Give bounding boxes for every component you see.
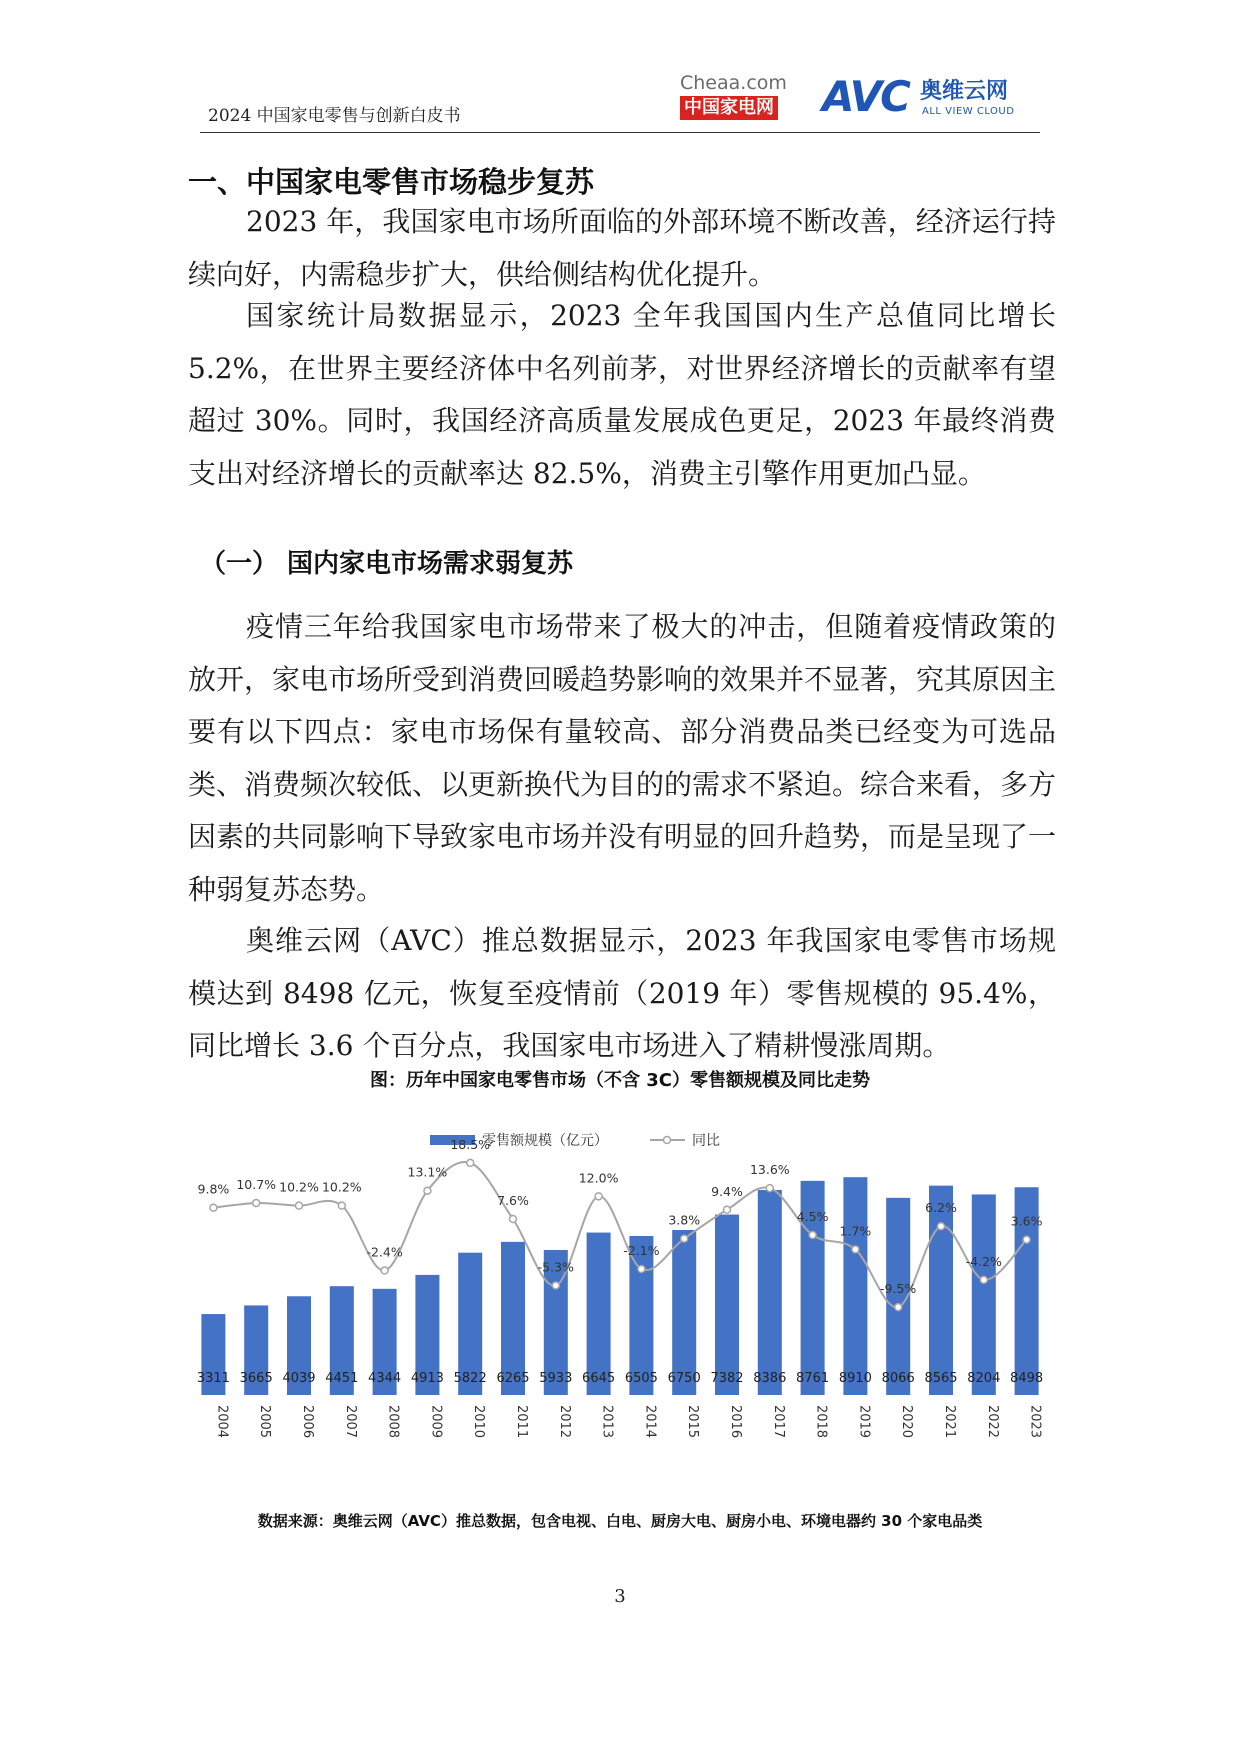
bar-value-label: 6505 (624, 1371, 658, 1386)
chart (180, 1110, 1060, 1490)
bar-value-label: 8761 (796, 1371, 830, 1386)
yoy-point (595, 1193, 602, 1200)
avc-logo-cn: 奥维云网 (920, 79, 1009, 104)
yoy-label: 10.2% (279, 1179, 319, 1195)
bar-value-label: 8910 (838, 1371, 872, 1386)
yoy-point (980, 1276, 987, 1283)
yoy-label: 4.5% (796, 1209, 829, 1224)
x-tick-label: 2008 (385, 1405, 401, 1439)
bar-value-label: 6645 (582, 1371, 616, 1386)
legend-bar-label: 零售额规模（亿元） (482, 1133, 608, 1149)
yoy-label: 3.6% (1010, 1213, 1043, 1229)
chart-source: 数据来源：奥维云网（AVC）推总数据，包含电视、白电、厨房大电、厨房小电、环境电器约 30 个家电品类 (257, 1512, 983, 1530)
bar-value-label: 8386 (753, 1371, 787, 1386)
yoy-point (424, 1187, 431, 1194)
yoy-label: 18.5% (450, 1136, 491, 1152)
x-tick-label: 2019 (856, 1405, 872, 1439)
yoy-label: -4.2% (965, 1253, 1002, 1269)
yoy-label: 10.7% (236, 1177, 277, 1193)
x-tick-label: 2011 (514, 1405, 529, 1439)
bar (972, 1194, 996, 1395)
yoy-label: 1.7% (839, 1223, 872, 1239)
bar (715, 1215, 739, 1395)
yoy-point (253, 1200, 260, 1207)
x-tick-label: 2006 (300, 1405, 315, 1439)
paragraph: 国家统计局数据显示，2023 全年我国国内生产总值同比增长 5.2%，在世界主要经济体中名列前茅，对世界经济增长的贡献率有望超过 30%。同时，我国经济高质量发展成色更足，2023 年最终消费支出对经济增长的贡献率达 82.5%，消费主引擎作用更加凸显。 (188, 299, 1056, 490)
yoy-label: 12.0% (578, 1170, 619, 1186)
x-tick-label: 2013 (599, 1405, 615, 1439)
yoy-label: -5.3% (537, 1259, 574, 1275)
yoy-point (681, 1235, 688, 1242)
yoy-label: 3.8% (668, 1212, 701, 1228)
bar (758, 1190, 782, 1395)
yoy-point (296, 1202, 303, 1209)
yoy-label: 6.2% (925, 1200, 957, 1216)
bar-value-label: 3311 (196, 1371, 230, 1386)
x-tick-label: 2015 (685, 1405, 701, 1439)
bar (929, 1186, 953, 1395)
yoy-point (724, 1206, 731, 1213)
bar-value-label: 4039 (282, 1371, 316, 1386)
avc-logo-en: ALL VIEW CLOUD (922, 106, 1015, 117)
yoy-label: 9.4% (711, 1183, 743, 1199)
yoy-label: 9.8% (197, 1181, 230, 1197)
bar-value-label: 6750 (667, 1371, 701, 1386)
bar-value-label: 8565 (924, 1371, 958, 1386)
paragraph: 2023 年，我国家电市场所面临的外部环境不断改善，经济运行持续向好，内需稳步扩大，供给侧结构优化提升。 (188, 205, 1056, 291)
legend-line-label: 同比 (692, 1133, 720, 1149)
yoy-point (766, 1185, 773, 1192)
bar (843, 1177, 867, 1395)
chart-svg (180, 1110, 1060, 1490)
yoy-label: 7.6% (497, 1193, 529, 1209)
x-tick-label: 2014 (642, 1405, 658, 1439)
bar-value-label: 3665 (239, 1371, 273, 1386)
bar-value-label: 8498 (1010, 1371, 1044, 1386)
avc-logo-mark: AVC (822, 72, 909, 121)
yoy-point (552, 1282, 559, 1289)
x-tick-label: 2023 (1027, 1405, 1043, 1439)
paragraph: 奥维云网（AVC）推总数据显示，2023 年我国家电零售市场规模达到 8498 亿元，恢复至疫情前（2019 年）零售规模的 95.4%，同比增长 3.6 个百分点，我国家电市场进入了精耕慢涨周期。 (188, 924, 1056, 1062)
x-tick-label: 2004 (214, 1405, 230, 1439)
paragraph: 疫情三年给我国家电市场带来了极大的冲击，但随着疫情政策的放开，家电市场所受到消费回暖趋势影响的效果并不显著，究其原因主要有以下四点：家电市场保有量较高、部分消费品类已经变为可选品类、消费频次较低、以更新换代为目的的需求不紧迫。综合来看，多方因素的共同影响下导致家电市场并没有明显的回升趋势，而是呈现了一种弱复苏态势。 (188, 610, 1057, 906)
yoy-point (210, 1204, 217, 1211)
page-number: 3 (614, 1586, 626, 1607)
bar-value-label: 6265 (496, 1371, 530, 1386)
x-tick-label: 2012 (556, 1405, 572, 1439)
x-tick-label: 2021 (942, 1405, 957, 1439)
subsection-title: （一） 国内家电市场需求弱复苏 (200, 549, 574, 579)
x-tick-label: 2020 (899, 1405, 915, 1439)
yoy-point (938, 1223, 945, 1230)
yoy-point (510, 1216, 517, 1223)
yoy-label: -9.5% (880, 1281, 917, 1297)
x-tick-label: 2022 (984, 1405, 1000, 1439)
x-tick-label: 2017 (770, 1405, 786, 1439)
yoy-point (852, 1246, 859, 1253)
x-tick-label: 2018 (813, 1405, 829, 1439)
yoy-point (638, 1266, 645, 1273)
avc-logo (822, 70, 1032, 126)
chart-title: 图：历年中国家电零售市场（不含 3C）零售额规模及同比走势 (370, 1070, 870, 1091)
x-tick-label: 2010 (471, 1405, 487, 1439)
bar-value-label: 7382 (710, 1371, 744, 1386)
bar-value-label: 4913 (410, 1371, 444, 1386)
yoy-point (338, 1202, 345, 1209)
section-title: 一、中国家电零售市场稳步复苏 (188, 165, 595, 199)
yoy-point (1023, 1236, 1030, 1243)
bar-value-label: 5822 (453, 1371, 487, 1386)
bar-value-label: 4344 (368, 1371, 402, 1386)
legend-line-marker (664, 1137, 671, 1144)
yoy-point (467, 1159, 474, 1166)
bar-value-label: 4451 (325, 1371, 359, 1386)
yoy-label: 13.6% (749, 1162, 790, 1178)
yoy-label: -2.4% (366, 1244, 403, 1260)
yoy-point (381, 1267, 388, 1274)
yoy-label: 10.2% (321, 1179, 362, 1195)
cheaa-logo-cn: 中国家电网 (680, 96, 778, 120)
bar-value-label: 8204 (967, 1371, 1001, 1386)
x-tick-label: 2009 (428, 1405, 444, 1439)
bar-value-label: 5933 (539, 1371, 573, 1386)
cheaa-logo-en: Cheaa.com (680, 72, 787, 94)
x-tick-label: 2016 (728, 1405, 743, 1439)
bar-value-label: 8066 (881, 1371, 915, 1386)
x-tick-label: 2007 (342, 1405, 358, 1439)
header-title: 2024 中国家电零售与创新白皮书 (208, 106, 461, 126)
cheaa-logo (680, 72, 810, 124)
yoy-point (809, 1232, 816, 1239)
yoy-label: 13.1% (407, 1164, 448, 1180)
page-header (200, 62, 1040, 133)
yoy-point (895, 1304, 902, 1311)
yoy-label: -2.1% (623, 1243, 660, 1258)
x-tick-label: 2005 (257, 1405, 273, 1439)
